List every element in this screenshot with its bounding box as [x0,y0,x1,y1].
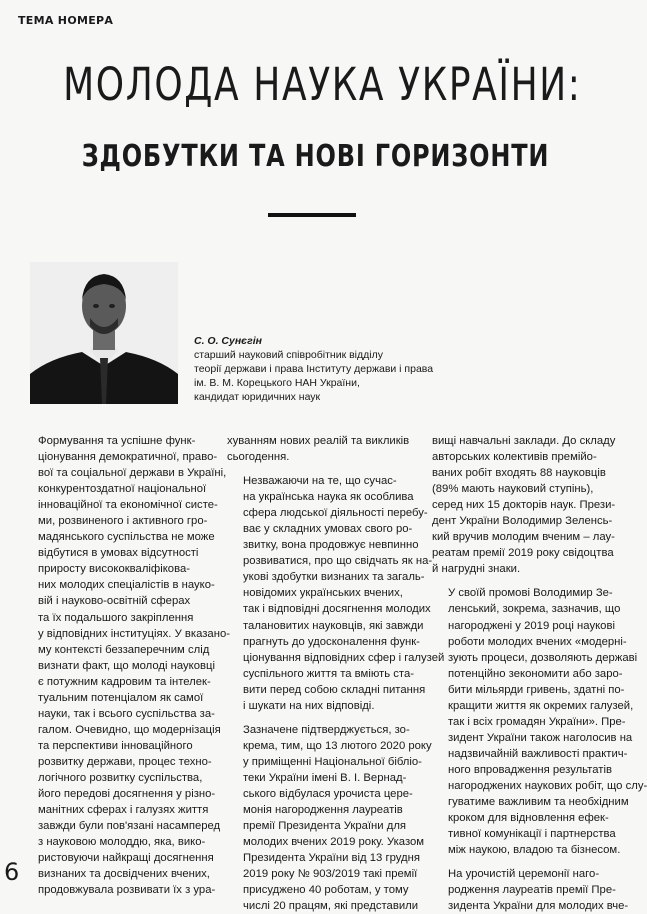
text-column-2 [227,433,445,913]
text-line: зидент України також наголосив на [448,731,633,744]
page-number: 6 [4,858,20,886]
text-line: нагороджені у 2019 році наукові [448,619,615,632]
text-line: відбутися в умовах відсутності [38,547,199,560]
text-line: ми, розвиненого і активного гро- [38,515,208,528]
author-affiliation-line: старший науковий співробітник відділу [194,349,383,361]
text-line: На урочистій церемонії наго- [448,868,600,881]
text-line: і шукати на них відповіді. [243,699,375,712]
text-line: галом. Очевидно, що модернізація [38,723,221,736]
paragraph [432,866,629,914]
text-line: укові здобутки визнаних та загаль- [243,571,425,584]
text-line: новідомих українських вчених, [243,587,403,600]
text-line: Формування та успішне функ- [38,435,196,447]
text-line: дент України Володимир Зеленсь- [432,515,613,528]
text-line: му контексті беззаперечним слід [38,643,210,656]
text-line: прагнуть до удосконалення функ- [243,635,420,648]
text-line: конкурентоздатної національної [38,483,207,496]
text-line: логічного розвитку суспільства, [38,771,203,784]
text-line: мадянського суспільства не може [38,531,215,544]
text-line: роботи молодих вчених «модерні- [448,635,627,648]
text-line: молодих вчених 2019 року. Указом [243,836,425,849]
author-name: С. О. Сунєгін [194,335,262,347]
text-line: визнати факт, що молоді науковці [38,659,215,672]
text-line: Зазначене підтверджується, зо- [243,723,410,736]
section-label: ТЕМА НОМЕРА [18,14,114,27]
text-line: реатам премії 2019 року свідоцтва [432,547,614,560]
text-line: вій і науково-освітній сферах [38,595,191,608]
text-line: числі 20 працям, які представили [243,900,419,913]
text-line: кий вручив молодим вченим – лау- [432,531,615,544]
text-line: розвитку держави, процес техно- [38,755,212,768]
text-line: Незважаючи на те, що сучас- [243,475,397,488]
article-subtitle: ЗДОБУТКИ ТА НОВІ ГОРИЗОНТИ [81,139,550,174]
text-line: звитку, вона продовжує невпинно [243,539,419,552]
text-line: ського відбулася урочиста цере- [243,787,413,800]
text-line: на українська наука як особлива [243,491,414,504]
article-title: МОЛОДА НАУКА УКРАЇНИ: [63,58,582,111]
text-line: ваних робіт входять 88 науковців [432,467,606,480]
paragraph [227,722,432,914]
author-affiliation-line: кандидат юридичних наук [194,391,321,403]
text-line: так і відповідні досягнення молодих [243,603,431,616]
title-divider [268,213,356,217]
text-line: (89% мають науковий ступінь), [432,483,594,496]
author-photo [30,262,178,404]
text-line: та перспективи інноваційного [38,739,193,752]
text-line: У своїй промові Володимир Зе- [448,587,613,600]
text-line: кроком для відновлення ефек- [448,812,609,825]
text-line: премії Президента України для [243,820,407,833]
text-line: вищі навчальні заклади. До складу [432,435,616,447]
text-line: потенційно зекономити або заро- [448,667,623,680]
article-body [22,433,647,913]
paragraph [22,433,230,898]
text-line: серед них 15 докторів наук. Прези- [432,499,616,512]
text-column-1 [22,433,230,897]
text-line: крема, тим, що 13 лютого 2020 року [243,739,432,752]
text-line: продовжувала розвивати їх з ура- [38,884,216,897]
text-line: науки, так і всього суспільства за- [38,707,215,720]
text-line: завжди були пов'язані насамперед [38,820,221,833]
text-line: інноваційної та економічної систе- [38,499,218,512]
text-line: кращити життя як окремих галузей, [448,699,634,712]
text-line: у відповідних інституціях. У вказано- [38,627,230,640]
text-line: суспільного життя та вміють ста- [243,667,414,680]
text-line: між наукою, владою та бізнесом. [448,844,621,857]
paragraph [227,433,420,465]
text-line: ристовуючи найкращі досягнення [38,852,214,865]
text-line: зидента України для молодих вче- [448,900,629,913]
text-line: є потужним кадровим та інтелек- [38,675,211,688]
text-line: розвиватися, про що свідчать як на- [243,555,433,568]
text-line: нагороджених наукових робіт, що слу- [448,779,647,792]
author-affiliation-line: ім. В. М. Корецького НАН України, [194,377,360,389]
text-line: так і всіх громадян України». Пре- [448,715,626,728]
text-line: авторських колективів премійо- [432,451,597,464]
text-line: вити перед собою складні питання [243,683,426,696]
text-line: сфера людської діяльності перебу- [243,507,428,520]
text-line: вої та соціальної держави в Україні, [38,467,227,480]
author-info [194,334,454,404]
paragraph [227,473,445,714]
text-line: хуванням нових реалій та викликів [227,435,410,447]
text-line: ленський, зокрема, зазначив, що [448,603,621,616]
text-line: родження лауреатів премії Пре- [448,884,616,897]
text-line: та їх подальшого закріплення [38,611,194,624]
text-line: 2019 року № 903/2019 такі премії [243,868,418,881]
text-column-3 [432,433,647,913]
author-portrait-image [30,262,178,404]
text-line: й нагрудні знаки. [432,563,521,576]
paragraph [432,585,647,858]
text-line: сьогодення. [227,451,290,464]
text-line: манітних сферах і галузях життя [38,804,209,817]
text-line: його передові досягнення у різно- [38,788,216,801]
text-line: у приміщенні Національної бібліо- [243,755,422,768]
text-line: них молодих спеціалістів в науко- [38,579,215,592]
text-line: монія нагородження лауреатів [243,804,403,817]
text-line: присуджено 40 роботам, у тому [243,884,409,897]
text-line: ного впровадження результатів [448,763,612,776]
text-line: талановитих науковців, які завжди [243,619,424,632]
author-affiliation-line: теорії держави і права Інституту держави і права [194,363,434,375]
paragraph [432,433,625,577]
text-line: туальним потенціалом як самої [38,691,204,704]
text-line: бити мільярди гривень, здатні по- [448,683,625,696]
text-line: теки України імені В. І. Вернад- [243,771,407,784]
text-line: з науковою молоддю, яка, вико- [38,836,206,849]
text-line: гуватиме важливим та необхідним [448,796,629,809]
text-line: визнаних та досвідчених вчених, [38,868,210,881]
text-line: ціонування демократичної, право- [38,451,218,464]
text-line: тивної комунікації і партнерства [448,828,616,841]
text-line: Президента України від 13 грудня [243,852,420,865]
text-line: ває у складних умовах свого ро- [243,523,413,536]
text-line: приросту висококваліфікова- [38,563,191,576]
text-line: надзвичайній важливості практич- [448,747,628,760]
text-line: зують процеси, дозволяють державі [448,651,638,664]
text-line: ціонування відповідних сфер і галузей [243,651,445,664]
